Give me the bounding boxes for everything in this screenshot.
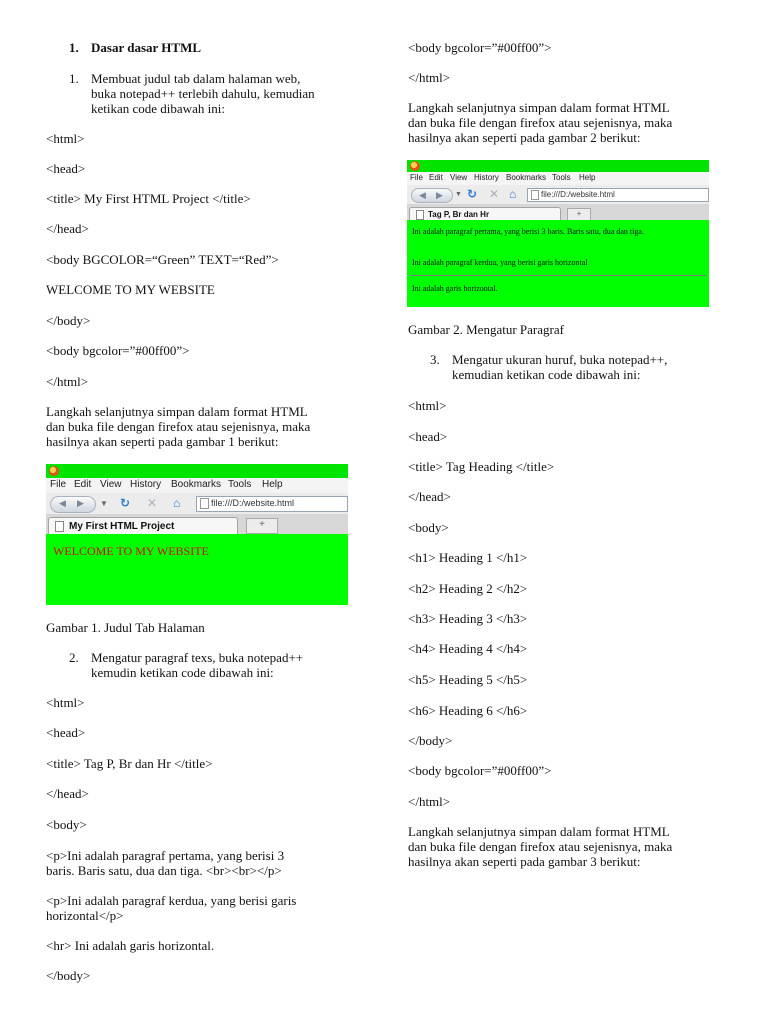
menu-edit: Edit [429,173,443,182]
url-bar [196,496,348,512]
code-line: <title> My First HTML Project </title> [46,191,251,206]
menu-bookmarks: Bookmarks [171,479,222,490]
list-line: ketikan code dibawah ini: [91,101,225,116]
code-line: <h1> Heading 1 </h1> [408,550,528,565]
paragraph-line: Langkah selanjutnya simpan dalam format HTML [408,100,670,115]
paragraph-line: hasilnya akan seperti pada gambar 1 berikut: [46,434,279,449]
horizontal-rule [410,275,706,276]
paragraph-line: dan buka file dengan firefox atau sejenisnya, maka [408,839,673,854]
browser-screenshot-2 [407,160,709,307]
list-line: kemudin ketikan code dibawah ini: [91,665,274,680]
code-line: <body> [408,520,449,535]
reload-icon: ↻ [120,496,131,510]
menu-view: View [100,479,122,490]
list-number: 3. [430,352,440,367]
page-content [407,220,709,307]
tab-title: My First HTML Project [69,521,175,532]
url-bar [527,188,709,202]
tab-bar [407,204,709,220]
dropdown-icon: ▼ [100,499,108,508]
title-bar [407,160,709,172]
code-line: <body> [46,817,87,832]
list-line: Mengatur paragraf texs, buka notepad++ [91,650,304,665]
paragraph-line: dan buka file dengan firefox atau sejenisnya, maka [46,419,311,434]
title-bar [46,464,348,478]
code-line: <html> [46,695,85,710]
content-paragraph-2: Ini adalah paragraf kerdua, yang berisi garis horizontal [412,258,588,267]
code-line: <head> [46,725,86,740]
code-line: <title> Tag P, Br dan Hr </title> [46,756,213,771]
home-icon: ⌂ [173,496,181,510]
firefox-logo-icon [49,466,59,476]
code-line: </head> [408,489,451,504]
code-line: horizontal</p> [46,908,124,923]
code-line: <h6> Heading 6 </h6> [408,703,528,718]
menu-help: Help [579,173,596,182]
menu-file: File [50,479,67,490]
heading-number: 1. [69,40,79,55]
firefox-logo-icon [410,161,420,171]
paragraph-line: Langkah selanjutnya simpan dalam format HTML [46,404,308,419]
new-tab-button: + [567,208,591,221]
heading-text: Dasar dasar HTML [91,40,202,55]
code-line: <body bgcolor=”#00ff00”> [46,343,190,358]
list-number: 1. [69,71,79,86]
code-line: <html> [408,398,447,413]
tab-title: Tag P, Br dan Hr [428,210,490,219]
paragraph-line: dan buka file dengan firefox atau sejenisnya, maka [408,115,673,130]
stop-icon: ✕ [489,187,500,201]
content-paragraph-1: Ini adalah paragraf pertama, yang berisi 3 baris. Baris satu, dua dan tiga. [412,227,644,236]
content-paragraph-3: Ini adalah garis horizontal. [412,284,498,293]
code-line: <title> Tag Heading </title> [408,459,555,474]
menu-view: View [450,173,468,182]
menu-bookmarks: Bookmarks [506,173,547,182]
code-line: </body> [408,733,453,748]
code-line: </html> [46,374,89,389]
caption-2: Gambar 2. Mengatur Paragraf [408,322,564,337]
nav-bar [46,493,348,515]
menu-tools: Tools [552,173,571,182]
code-line: </head> [46,786,89,801]
menu-history: History [130,479,162,490]
list-number: 2. [69,650,79,665]
code-line: <p>Ini adalah paragraf pertama, yang berisi 3 [46,848,285,863]
code-line: <h3> Heading 3 </h3> [408,611,528,626]
list-line: Mengatur ukuran huruf, buka notepad++, [452,352,668,367]
nav-bar [407,185,709,205]
menu-tools: Tools [228,479,252,490]
code-line: </body> [46,968,91,983]
page-content [46,534,348,605]
code-line: <p>Ini adalah paragraf kerdua, yang berisi garis [46,893,297,908]
url-text: file:///D:/website.html [541,190,615,199]
section-heading [69,40,201,55]
caption-1: Gambar 1. Judul Tab Halaman [46,620,205,635]
browser-screenshot-1 [46,464,348,605]
paragraph-line: hasilnya akan seperti pada gambar 3 berikut: [408,854,641,869]
list-line: Membuat judul tab dalam halaman web, [91,71,301,86]
code-line: </head> [46,221,89,236]
paragraph-line: hasilnya akan seperti pada gambar 2 berikut: [408,130,641,145]
code-line: <body BGCOLOR=“Green” TEXT=“Red”> [46,252,279,267]
menu-bar [46,478,348,493]
code-line: <h4> Heading 4 </h4> [408,641,528,656]
new-tab-button: + [246,518,278,534]
welcome-text: WELCOME TO MY WEBSITE [53,544,209,558]
code-line: <h2> Heading 2 </h2> [408,581,528,596]
code-line: <head> [46,161,86,176]
page-icon [200,498,209,509]
code-line: <body bgcolor=”#00ff00”> [408,40,552,55]
page-icon [531,190,539,200]
menu-history: History [474,173,499,182]
dropdown-icon: ▼ [455,191,462,198]
code-line: <html> [46,131,85,146]
url-text: file:///D:/website.html [211,498,295,508]
code-line: <h5> Heading 5 </h5> [408,672,528,687]
code-line: </body> [46,313,91,328]
code-line: </html> [408,794,451,809]
back-forward-buttons: ◀ ▶ [411,188,453,203]
home-icon: ⌂ [509,187,517,201]
menu-help: Help [262,479,283,490]
tab-active [409,207,561,221]
reload-icon: ↻ [467,187,478,201]
code-line: baris. Baris satu, dua dan tiga. <br><br></p> [46,863,282,878]
paragraph-line: Langkah selanjutnya simpan dalam format HTML [408,824,670,839]
list-line: buka notepad++ terlebih dahulu, kemudian [91,86,315,101]
code-line: <body bgcolor=”#00ff00”> [408,763,552,778]
document-icon [416,210,424,220]
document-icon [55,521,64,532]
tab-bar [46,514,348,534]
stop-icon: ✕ [147,496,158,510]
menu-bar [407,172,709,185]
menu-file: File [410,173,423,182]
code-line: WELCOME TO MY WEBSITE [46,282,215,297]
code-line: <head> [408,429,448,444]
menu-edit: Edit [74,479,92,490]
code-line: <hr> Ini adalah garis horizontal. [46,938,215,953]
tab-active [48,517,238,535]
back-forward-buttons: ◀ ▶ [50,496,96,513]
list-line: kemudian ketikan code dibawah ini: [452,367,641,382]
code-line: </html> [408,70,451,85]
